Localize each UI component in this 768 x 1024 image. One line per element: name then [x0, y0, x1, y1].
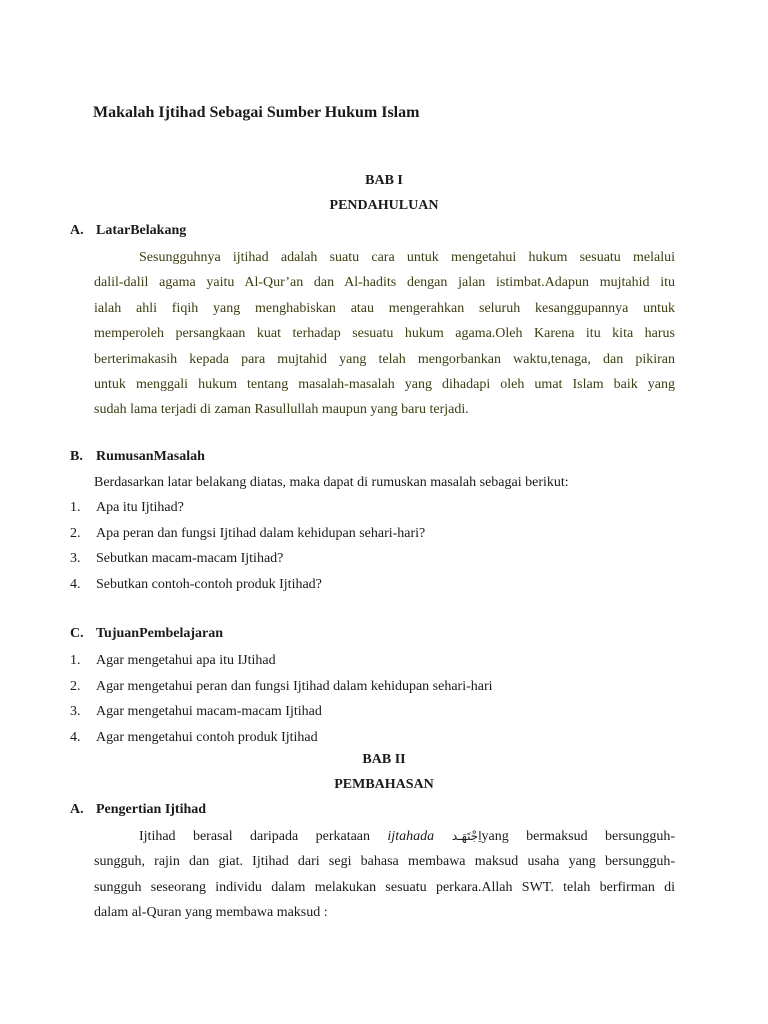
list-item	[70, 703, 493, 729]
section-title: LatarBelakang	[96, 223, 187, 238]
section-b-heading	[70, 449, 205, 465]
text-segment: yang bermaksud bersungguh-	[481, 829, 675, 844]
list-text: Agar mengetahui apa itu IJtihad	[96, 653, 276, 668]
section-a-heading	[70, 223, 186, 239]
tujuan-list	[70, 652, 493, 754]
paragraph-line	[94, 824, 675, 849]
section-title: TujuanPembelajaran	[96, 626, 224, 641]
list-text: Apa peran dan fungsi Ijtihad dalam kehidupan sehari-hari?	[96, 525, 426, 541]
rumusan-list	[70, 499, 425, 601]
arabic-term: اِجْتَهَـد	[434, 829, 482, 843]
pengertian-paragraph	[94, 824, 675, 926]
paragraph-line: memperoleh persangkaan kuat terhadap sesuatu hukum agama.Oleh Karena itu kita harus	[94, 326, 675, 342]
document-title: Makalah Ijtihad Sebagai Sumber Hukum Islam	[93, 104, 420, 121]
latar-belakang-paragraph	[94, 245, 675, 423]
list-text: Apa itu Ijtihad?	[96, 500, 184, 515]
list-number: 2.	[70, 525, 81, 541]
list-number: 4.	[70, 576, 81, 592]
list-number: 1.	[70, 500, 81, 515]
section-title: RumusanMasalah	[96, 449, 205, 464]
list-item	[70, 499, 425, 525]
paragraph-line: dalam al-Quran yang membawa maksud :	[94, 905, 328, 921]
list-item	[70, 678, 493, 704]
list-text: Agar mengetahui contoh produk Ijtihad	[96, 729, 318, 745]
paragraph-line: berterimakasih kepada para mujtahid yang telah mengorbankan waktu,tenaga, dan pikiran	[94, 351, 675, 367]
list-item	[70, 729, 493, 755]
paragraph-line: sungguh, rajin dan giat. Ijtihad dari segi bahasa membawa maksud usaha yang bersungguh-	[94, 854, 675, 870]
bab2-heading: PEMBAHASAN	[334, 777, 434, 792]
paragraph-line: sungguh seseorang individu dalam melakukan sesuatu perkara.Allah SWT. telah berfirman di	[94, 879, 675, 895]
rumusan-intro: Berdasarkan latar belakang diatas, maka dapat di rumuskan masalah sebagai berikut:	[94, 475, 569, 490]
paragraph-line: Sesungguhnya ijtihad adalah suatu cara untuk mengetahui hukum sesuatu melalui	[139, 250, 675, 265]
list-text: Agar mengetahui peran dan fungsi Ijtihad dalam kehidupan sehari-hari	[96, 678, 493, 694]
section-a2-heading	[70, 802, 206, 818]
section-letter: A.	[70, 802, 84, 817]
bab1-label: BAB I	[365, 173, 403, 188]
section-title: Pengertian Ijtihad	[96, 802, 207, 817]
list-item	[70, 525, 425, 551]
paragraph-line: untuk menggali hukum tentang masalah-masalah yang dihadapi oleh umat Islam baik yang	[94, 376, 675, 392]
paragraph-line: dalil-dalil agama yaitu Al-Qur’an dan Al-hadits dengan jalan istimbat.Adapun mujtahid itu	[94, 275, 675, 291]
list-number: 3.	[70, 551, 81, 566]
section-letter: C.	[70, 626, 84, 641]
list-text: Sebutkan macam-macam Ijtihad?	[96, 551, 284, 566]
list-item	[70, 550, 425, 576]
list-number: 4.	[70, 729, 81, 745]
list-text: Agar mengetahui macam-macam Ijtihad	[96, 704, 322, 719]
list-text: Sebutkan contoh-contoh produk Ijtihad?	[96, 576, 322, 592]
section-letter: A.	[70, 223, 84, 238]
list-item	[70, 652, 493, 678]
paragraph-line: sudah lama terjadi di zaman Rasullullah maupun yang baru terjadi.	[94, 402, 469, 418]
italic-term: ijtahada	[387, 829, 435, 844]
bab2-label: BAB II	[362, 752, 406, 767]
bab1-heading: PENDAHULUAN	[329, 198, 439, 213]
list-number: 2.	[70, 678, 81, 694]
text-segment: Ijtihad berasal daripada perkataan	[139, 829, 388, 844]
section-c-heading	[70, 626, 223, 642]
section-letter: B.	[70, 449, 83, 464]
list-number: 1.	[70, 653, 81, 668]
paragraph-line: ialah ahli fiqih yang menghabiskan atau mengerahkan seluruh kesanggupannya untuk	[94, 300, 675, 316]
list-number: 3.	[70, 704, 81, 719]
list-item	[70, 576, 425, 602]
